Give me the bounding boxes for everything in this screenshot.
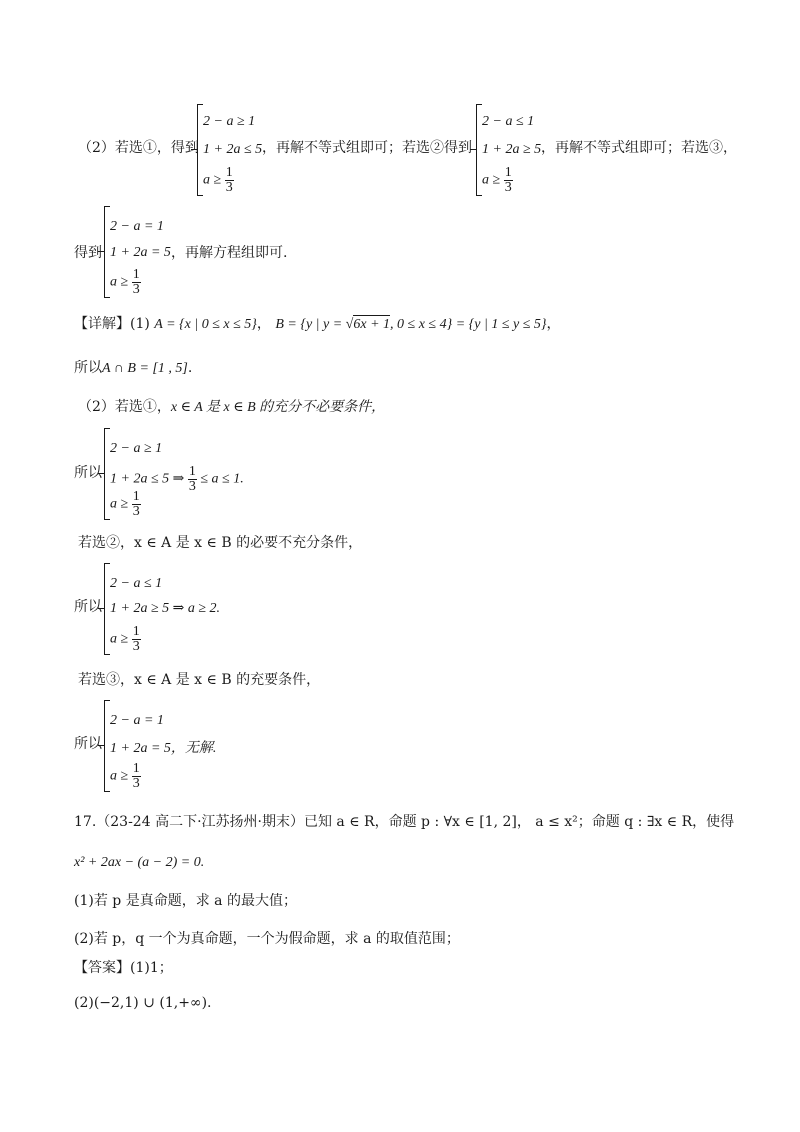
sys1-row3: a ≥ $\frac{1}{3}$ bbox=[203, 165, 233, 195]
brace bbox=[476, 104, 477, 196]
brace bbox=[104, 206, 105, 298]
case1-row3: a ≥ $\frac{1}{3}$ bbox=[110, 489, 140, 519]
case3-so: 所以 bbox=[74, 736, 102, 752]
case1-so: 所以 bbox=[74, 465, 102, 481]
case2-row3: a ≥ $\frac{1}{3}$ bbox=[110, 624, 140, 654]
part2-intro-mid2: ，再解不等式组即可；若选③， bbox=[541, 140, 737, 156]
sys2-row2: 1 + 2a ≥ 5 bbox=[482, 142, 542, 157]
case1-text: （2）若选①，x ∈ A 是 x ∈ B 的充分不必要条件， bbox=[78, 399, 386, 415]
detail-line: 【详解】(1) A = {x | 0 ≤ x ≤ 5}， B = {y | y = √6x + 1, 0 ≤ x ≤ 4} = {y | 1 ≤ y ≤ 5}， bbox=[74, 316, 561, 332]
system-case-2 bbox=[104, 563, 264, 655]
case1-row1: 2 − a ≥ 1 bbox=[110, 441, 163, 456]
case3-row3: a ≥ $\frac{1}{3}$ bbox=[110, 761, 140, 791]
question-2: (2)若 p，q 一个为真命题，一个为假命题，求 a 的取值范围； bbox=[74, 931, 460, 947]
case3-row1: 2 − a = 1 bbox=[110, 713, 164, 728]
part2-cont-suffix: ，再解方程组即可. bbox=[171, 245, 288, 261]
part2-cont-prefix: 得到 bbox=[74, 245, 102, 261]
set-b-lhs: B = {y | y = bbox=[275, 317, 346, 332]
case2-so: 所以 bbox=[74, 599, 102, 615]
case3-text: 若选③，x ∈ A 是 x ∈ B 的充要条件， bbox=[78, 672, 321, 688]
sqrt-arg: 6x + 1 bbox=[353, 317, 391, 332]
detail-label: 【详解】(1) bbox=[74, 316, 150, 332]
answer-1: (1)1； bbox=[130, 960, 173, 976]
sys2-row3: a ≥ $\frac{1}{3}$ bbox=[482, 165, 512, 195]
sys3-row2: 1 + 2a = 5 bbox=[110, 245, 171, 260]
system-case-1 bbox=[104, 428, 264, 520]
case2-row2: 1 + 2a ≥ 5 ⇒ a ≥ 2. bbox=[110, 601, 221, 616]
answer-label: 【答案】 bbox=[74, 960, 130, 976]
system-case-3 bbox=[104, 700, 264, 792]
set-a: A = {x | 0 ≤ x ≤ 5} bbox=[154, 317, 257, 332]
set-b-cond: , 0 ≤ x ≤ 4} = {y | 1 ≤ y ≤ 5} bbox=[390, 317, 547, 332]
problem-17-stem: 17.（23-24 高二下·江苏扬州·期末）已知 a ∈ R，命题 p : ∀x ∈ [1, 2]， a ≤ x²；命题 q : ∃x ∈ R，使得 bbox=[74, 814, 735, 830]
part2-intro-mid1: ，再解不等式组即可；若选②得到 bbox=[262, 140, 472, 156]
answer-line bbox=[74, 958, 173, 978]
sys2-row1: 2 − a ≤ 1 bbox=[482, 114, 535, 129]
sys3-row3: a ≥ $\frac{1}{3}$ bbox=[110, 267, 140, 297]
case2-text: 若选②，x ∈ A 是 x ∈ B 的必要不充分条件， bbox=[78, 535, 363, 551]
problem-17-equation: x² + 2ax − (a − 2) = 0. bbox=[74, 855, 205, 870]
sys3-row1: 2 − a = 1 bbox=[110, 219, 164, 234]
answer-2: (2)(−2,1) ∪ (1,+∞). bbox=[74, 995, 212, 1011]
case2-row1: 2 − a ≤ 1 bbox=[110, 576, 163, 591]
sys1-row1: 2 − a ≥ 1 bbox=[203, 114, 256, 129]
intersection-line: 所以A ∩ B = [1 , 5]. bbox=[74, 360, 193, 376]
sys1-row2: 1 + 2a ≤ 5 bbox=[203, 142, 263, 157]
intersection: A ∩ B = [1 , 5] bbox=[102, 361, 188, 376]
question-1: (1)若 p 是真命题，求 a 的最大值； bbox=[74, 893, 297, 909]
case3-row2: 1 + 2a = 5，无解. bbox=[110, 741, 217, 756]
part2-intro-prefix: （2）若选①，得到 bbox=[78, 140, 199, 156]
brace bbox=[104, 563, 105, 655]
brace bbox=[104, 700, 105, 792]
brace bbox=[197, 104, 198, 196]
case1-row2: 1 + 2a ≤ 5 ⇒ $\frac{1}{3}$ ≤ a ≤ 1. bbox=[110, 464, 244, 494]
brace bbox=[104, 428, 105, 520]
